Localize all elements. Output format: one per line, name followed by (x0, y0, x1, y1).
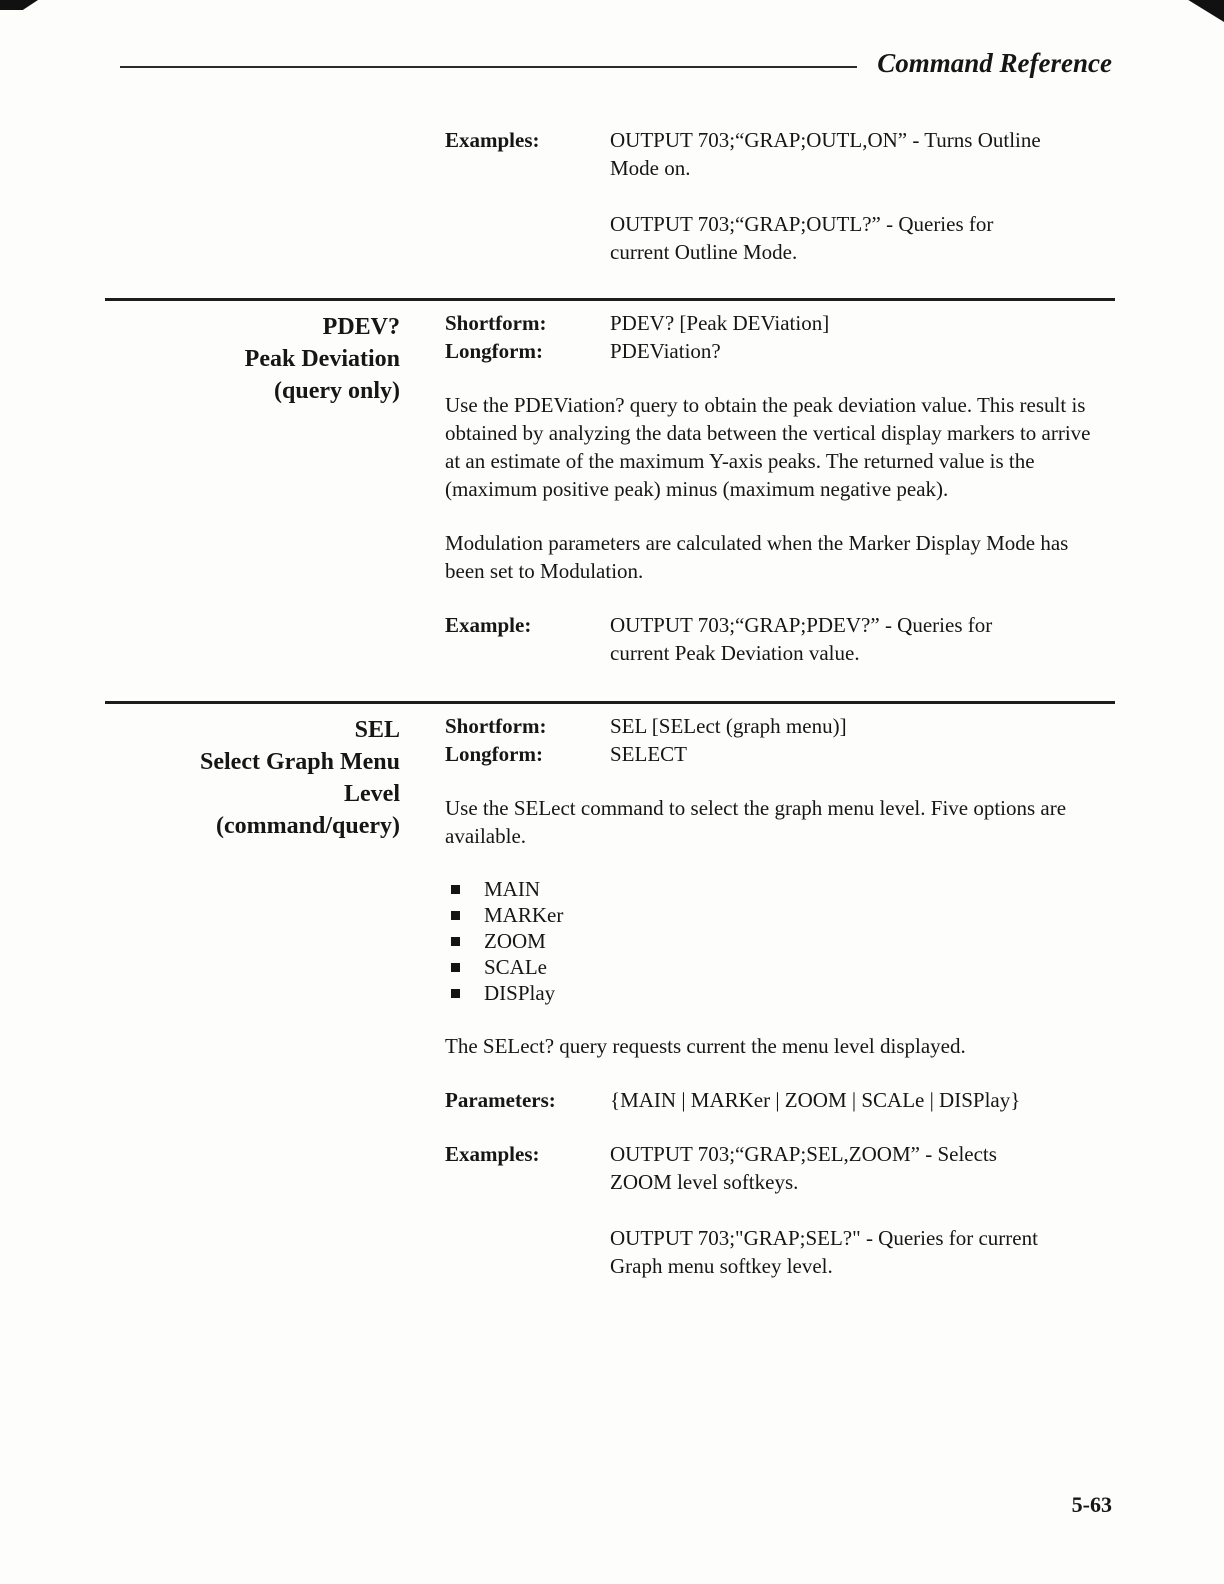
sel-option-scale: SCALe (484, 955, 547, 979)
sel-heading (105, 712, 400, 842)
section-divider (105, 701, 1115, 704)
pdev-longform-value: PDEViation? (610, 339, 721, 363)
sel-parameters-row (445, 1086, 1115, 1114)
pdev-command-type: (query only) (274, 378, 400, 404)
pdev-longform-label: Longform: (445, 339, 543, 363)
pdev-description: Use the PDEViation? query to obtain the peak deviation value. This result is obtained by analyzing the data between the vertical display markers to arrive at an estimate of the maximum Y-axis peaks. The returned value is the (maximum positive peak) minus (maximum negative peak). (445, 393, 1091, 501)
sel-option-zoom: ZOOM (484, 929, 546, 953)
pdev-example-value: OUTPUT 703;“GRAP;PDEV?” - Queries for current Peak Deviation value. (610, 613, 993, 665)
page-header-title: Command Reference (877, 48, 1112, 78)
sel-option-display: DISPlay (484, 981, 556, 1005)
outl-left-column-empty (105, 126, 400, 128)
sel-option-main: MAIN (484, 877, 540, 901)
sel-option-marker: MARKer (484, 903, 564, 927)
scan-artifact-top-right (1182, 0, 1224, 22)
pdev-heading (105, 309, 400, 407)
list-item (451, 928, 1115, 954)
sel-description: Use the SELect command to select the graph menu level. Five options are available. (445, 796, 1067, 848)
outl-example-1: OUTPUT 703;“GRAP;OUTL,ON” - Turns Outline Mode on. (610, 128, 1041, 180)
list-item (451, 902, 1115, 928)
page-header (120, 48, 1112, 79)
list-item (451, 876, 1115, 902)
sel-query-note: The SELect? query requests current the menu level displayed. (445, 1034, 966, 1058)
pdev-shortform-label: Shortform: (445, 311, 547, 335)
bullet-square-icon (451, 989, 460, 998)
outl-right-column (445, 126, 1115, 266)
section-pdev (105, 309, 1115, 667)
sel-longform-row (445, 740, 1115, 768)
section-outl-examples (105, 116, 1115, 266)
pdev-command-name: PDEV? (322, 314, 400, 340)
sel-longform-label: Longform: (445, 742, 543, 766)
pdev-example-row (445, 611, 1115, 667)
sel-examples-value (610, 1140, 1050, 1280)
list-item (451, 954, 1115, 980)
outl-example-2: OUTPUT 703;“GRAP;OUTL?” - Queries for current Outline Mode. (610, 212, 994, 264)
sel-parameters-value: {MAIN | MARKer | ZOOM | SCALe | DISPlay} (610, 1088, 1021, 1112)
sel-example-2: OUTPUT 703;"GRAP;SEL?" - Queries for current Graph menu softkey level. (610, 1226, 1038, 1278)
outl-examples-label: Examples: (445, 128, 540, 152)
sel-example-1: OUTPUT 703;“GRAP;SEL,ZOOM” - Selects ZOOM level softkeys. (610, 1142, 997, 1194)
section-sel (105, 712, 1115, 1280)
bullet-square-icon (451, 885, 460, 894)
header-rule (120, 66, 857, 68)
section-divider (105, 298, 1115, 301)
content (105, 116, 1115, 1280)
scan-artifact-top-left (0, 0, 38, 10)
pdev-example-label: Example: (445, 613, 532, 637)
sel-parameters-label: Parameters: (445, 1088, 556, 1112)
outl-examples-value (610, 126, 1050, 266)
bullet-square-icon (451, 937, 460, 946)
sel-command-title-line1: Select Graph Menu (200, 749, 400, 775)
sel-examples-label: Examples: (445, 1142, 540, 1166)
sel-shortform-value: SEL [SELect (graph menu)] (610, 714, 847, 738)
sel-examples-row (445, 1140, 1115, 1280)
pdev-longform-row (445, 337, 1115, 365)
sel-command-type: (command/query) (216, 813, 400, 839)
sel-body (445, 712, 1115, 1280)
sel-longform-value: SELECT (610, 742, 687, 766)
outl-examples-row (445, 126, 1115, 266)
sel-shortform-label: Shortform: (445, 714, 547, 738)
page-number: 5-63 (1071, 1492, 1112, 1517)
bullet-square-icon (451, 963, 460, 972)
pdev-modulation-note: Modulation parameters are calculated when the Marker Display Mode has been set to Modulation. (445, 531, 1069, 583)
page-footer (1072, 1492, 1112, 1518)
pdev-command-title: Peak Deviation (244, 346, 400, 372)
pdev-shortform-row (445, 309, 1115, 337)
pdev-body (445, 309, 1115, 667)
sel-options-list (451, 876, 1115, 1006)
pdev-shortform-value: PDEV? [Peak DEViation] (610, 311, 830, 335)
sel-command-name: SEL (354, 717, 400, 743)
bullet-square-icon (451, 911, 460, 920)
sel-command-title-line2: Level (344, 781, 400, 807)
sel-shortform-row (445, 712, 1115, 740)
list-item (451, 980, 1115, 1006)
